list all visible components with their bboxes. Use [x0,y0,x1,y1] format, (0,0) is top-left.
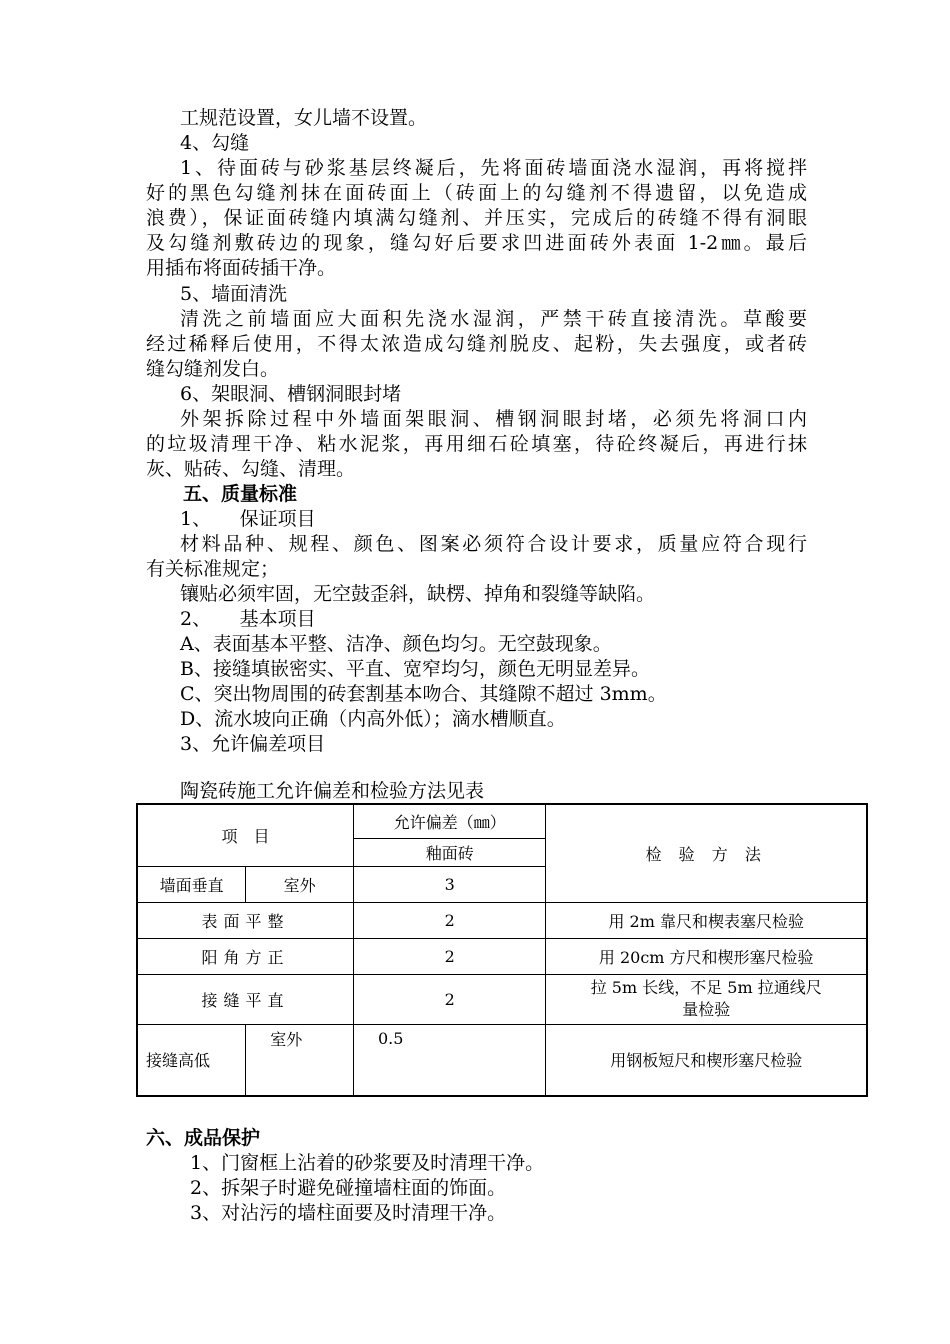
item-heading: 6、架眼洞、槽钢洞眼封堵 [180,383,402,405]
header-item: 项 目 [137,804,353,866]
cell-method: 用 2m 靠尺和楔表塞尺检验 [546,902,867,938]
method-line: 量检验 [682,1000,731,1019]
paragraph-line: 工规范设置，女儿墙不设置。 [180,107,428,129]
paragraph-line: 及勾缝剂敷砖边的现象，缝勾好后要求凹进面砖外表面 1-2㎜。最后 [146,232,807,254]
list-item: B、接缝填嵌密实、平直、宽窄均匀，颜色无明显差异。 [180,658,650,680]
cell-value: 2 [353,902,545,938]
list-item: A、表面基本平整、洁净、颜色均匀。无空鼓现象。 [180,633,612,655]
paragraph-line: 灰、贴砖、勾缝、清理。 [146,458,356,480]
table-row [137,974,867,1024]
table-row [137,1024,867,1096]
paragraph-line: 经过稀释后使用，不得太浓造成勾缝剂脱皮、起粉，失去强度，或者砖 [146,333,807,355]
header-glazed-tile: 釉面砖 [353,838,545,866]
paragraph-line: 缝勾缝剂发白。 [146,358,280,380]
cell-item: 阳角方正 [137,938,353,974]
section-heading: 五、质量标准 [183,483,298,505]
cell-subitem: 室外 [246,1024,354,1096]
cell-value: 3 [353,866,545,902]
method-line: 拉 5m 长线，不足 5m 拉通线尺 [590,978,822,997]
cell-value: 2 [353,974,545,1024]
table-row [137,902,867,938]
list-item: C、突出物周围的砖套割基本吻合、其缝隙不超过 3mm。 [180,683,667,705]
item-heading: 4、勾缝 [180,132,250,154]
table-caption: 陶瓷砖施工允许偏差和检验方法见表 [180,780,485,802]
list-item: 3、对沾污的墙柱面要及时清理干净。 [190,1202,507,1224]
paragraph-line: 好的黑色勾缝剂抹在面砖面上（砖面上的勾缝剂不得遗留，以免造成 [146,182,807,204]
paragraph-line: 外架拆除过程中外墙面架眼洞、槽钢洞眼封堵，必须先将洞口内 [180,408,807,430]
paragraph-line: 材料品种、规程、颜色、图案必须符合设计要求，质量应符合现行 [180,533,807,555]
cell-subitem: 室外 [246,866,354,902]
item-heading: 1、 保证项目 [180,508,316,530]
item-heading: 2、 基本项目 [180,608,316,630]
paragraph-line: 用插布将面砖插干净。 [146,257,337,279]
paragraph-line: 有关标准规定； [146,558,280,580]
table-row [137,938,867,974]
table-header-row [137,804,867,838]
paragraph-line: 的垃圾清理干净、粘水泥浆，再用细石砼填塞，待砼终凝后，再进行抹 [146,433,807,455]
header-deviation: 允许偏差（㎜） [353,804,545,838]
cell-value: 2 [353,938,545,974]
paragraph-line: 清洗之前墙面应大面积先浇水湿润，严禁干砖直接清洗。草酸要 [180,308,807,330]
cell-method: 用 20cm 方尺和楔形塞尺检验 [546,938,867,974]
list-item: 2、拆架子时避免碰撞墙柱面的饰面。 [190,1177,507,1199]
cell-value: 0.5 [353,1024,545,1096]
tolerance-table [136,803,868,1097]
paragraph-line: 浪费），保证面砖缝内填满勾缝剂、并压实，完成后的砖缝不得有洞眼 [146,207,807,229]
cell-method [546,974,867,1024]
cell-item: 表面平整 [137,902,353,938]
header-method: 检 验 方 法 [546,804,867,902]
list-item: D、流水坡向正确（内高外低）；滴水槽顺直。 [180,708,566,730]
cell-item: 接缝平直 [137,974,353,1024]
cell-item: 墙面垂直 [137,866,246,902]
paragraph-line: 镶贴必须牢固，无空鼓歪斜，缺楞、掉角和裂缝等缺陷。 [180,583,656,605]
item-heading: 3、允许偏差项目 [180,733,326,755]
section-heading: 六、成品保护 [146,1127,261,1149]
paragraph-line: 1、待面砖与砂浆基层终凝后，先将面砖墙面浇水湿润，再将搅拌 [180,157,807,179]
list-item: 1、门窗框上沾着的砂浆要及时清理干净。 [190,1152,545,1174]
item-heading: 5、墙面清洗 [180,283,288,305]
cell-item: 接缝高低 [137,1024,246,1096]
cell-method: 用钢板短尺和楔形塞尺检验 [546,1024,867,1096]
